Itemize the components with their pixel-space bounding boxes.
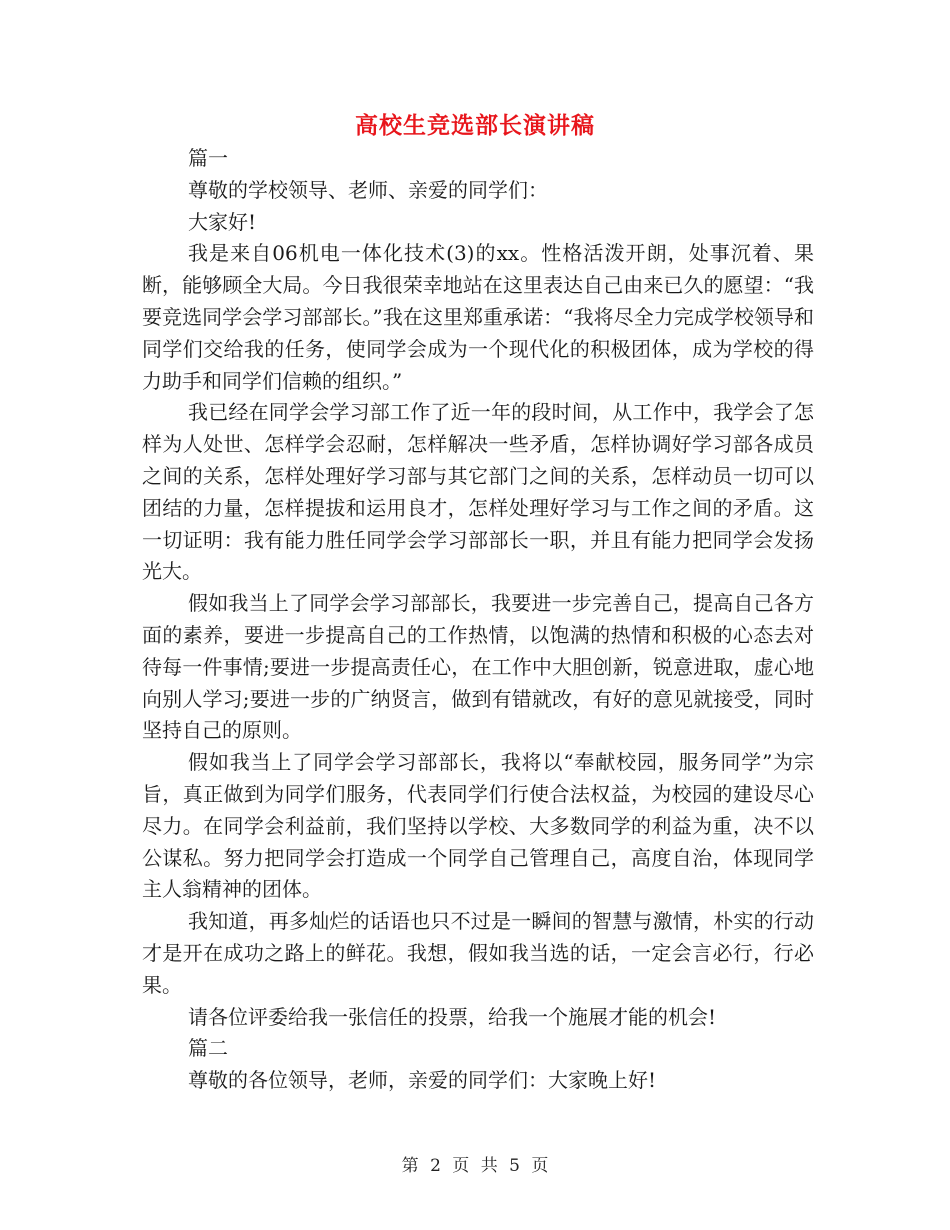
document-title: 高校生竞选部长演讲稿 [355, 112, 595, 139]
section-heading-1: 篇一 [188, 146, 228, 170]
paragraph-experience: 我已经在同学会学习部工作了近一年的段时间，从工作中，我学会了怎样为人处世、怎样学会忍耐，怎样解决一些矛盾，怎样协调好学习部各成员之间的关系，怎样处理好学习部与其它部门之间的关系，怎样动员一切可以团结的力量，怎样提拔和运用良才，怎样处理好学习与工作之间的矛盾。这一切证明：我有能力胜任同学会学习部部长一职，并且有能力把同学会发扬光大。 [142, 400, 814, 584]
paragraph-closing: 请各位评委给我一张信任的投票，给我一个施展才能的机会! [188, 1004, 717, 1029]
salutation-2: 尊敬的各位领导，老师，亲爱的同学们：大家晚上好! [188, 1068, 657, 1093]
document-body [142, 143, 814, 1097]
paragraph-plan-2: 假如我当上了同学会学习部部长，我将以“奉献校园，服务同学”为宗旨，真正做到为同学们服务，代表同学们行使合法权益，为校园的建设尽心尽力。在同学会利益前，我们坚持以学校、大多数同学的利益为重，决不以公谋私。努力把同学会打造成一个同学自己管理自己，高度自治，体现同学主人翁精神的团体。 [142, 750, 814, 902]
section-heading-2: 篇二 [188, 1036, 228, 1061]
paragraph-action: 我知道，再多灿烂的话语也只不过是一瞬间的智慧与激情，朴实的行动才是开在成功之路上的鲜花。我想，假如我当选的话，一定会言必行，行必果。 [142, 909, 814, 997]
salutation: 尊敬的学校领导、老师、亲爱的同学们： [188, 177, 548, 202]
paragraph-plan-1: 假如我当上了同学会学习部部长，我要进一步完善自己，提高自己各方面的素养，要进一步提高自己的工作热情，以饱满的热情和积极的心态去对待每一件事情;要进一步提高责任心，在工作中大胆创新，锐意进取，虚心地向别人学习;要进一步的广纳贤言，做到有错就改，有好的意见就接受，同时坚持自己的原则。 [142, 591, 814, 743]
page-footer: 第 2 页 共 5 页 [401, 1156, 549, 1176]
paragraph-intro: 我是来自06机电一体化技术(3)的xx。性格活泼开朗，处事沉着、果断，能够顾全大局。今日我很荣幸地站在这里表达自己由来已久的愿望：“我要竞选同学会学习部部长。”我在这里郑重承诺：“我将尽全力完成学校领导和同学们交给我的任务，使同学会成为一个现代化的积极团体，成为学校的得力助手和同学们信赖的组织。” [142, 241, 814, 393]
greeting: 大家好! [188, 209, 257, 234]
